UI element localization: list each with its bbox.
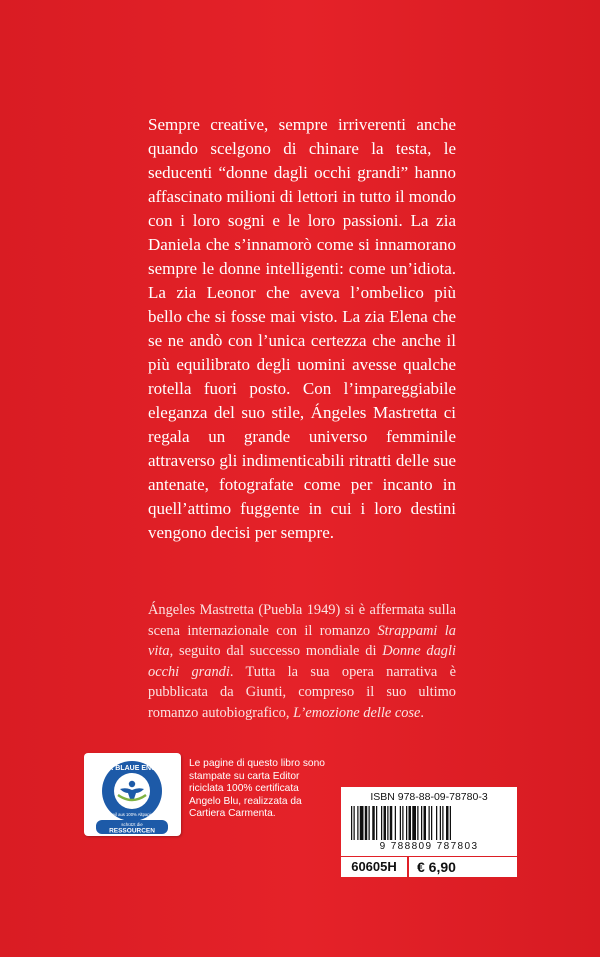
- product-code: 60605H: [341, 857, 409, 877]
- eco-label-bottom-small: schützt die: [121, 822, 143, 827]
- barcode-bar: [412, 806, 416, 840]
- barcode-bar: [421, 806, 422, 840]
- barcode-bar: [360, 806, 364, 840]
- barcode-bar: [369, 806, 370, 840]
- price-row: [341, 857, 517, 877]
- eco-label-bottom-big: RESSOURCEN: [109, 827, 155, 835]
- barcode-bar: [390, 806, 393, 840]
- book-blurb: Sempre creative, sempre irriverenti anche quando scelgono di chinare la testa, le seducenti “donne dagli occhi grandi” hanno affascinato milioni di lettori in tutto il mondo con i loro sogni e le loro passioni. La zia Daniela che s’innamorò come si innamorano sempre le donne intelligenti: come un’idiota. La zia Leonor che aveva l’ombelico più bello che si fosse mai visto. La zia Elena che se ne andò con l’unica certezza che anche il più equilibrato degli uomini avesse qualche rotella fuori posto. Con l’impareggiabile eleganza del suo stile, Ángeles Mastretta ci regala un grande universo femminile attraverso gli indimenticabili ritratti delle sue antenate, fotografate come per incanto in quell’attimo fuggente in cui i loro destini vengono decisi per sempre.: [148, 115, 457, 542]
- barcode-bar: [429, 806, 430, 840]
- barcode-bar: [376, 806, 377, 840]
- barcode-bar: [395, 806, 396, 840]
- barcode-bar: [384, 806, 387, 840]
- price: € 6,90: [417, 859, 456, 875]
- angel-head-icon: [129, 781, 135, 787]
- barcode-bar: [440, 806, 441, 840]
- author-bio: [148, 600, 456, 723]
- barcode-bar: [431, 806, 432, 840]
- barcode-bar: [436, 806, 437, 840]
- blue-angel-eco-label: [84, 753, 181, 836]
- barcode-bar: [372, 806, 375, 840]
- barcode-bar: [450, 806, 451, 840]
- eco-label-top-text: DER BLAUE ENGEL: [98, 765, 166, 772]
- barcode-bar: [442, 806, 443, 840]
- bio-title-3: L’emozione delle cose: [293, 704, 421, 721]
- barcode-bar: [406, 806, 407, 840]
- barcode-bars-icon: [349, 806, 509, 840]
- bio-text-1: Ángeles Mastretta (Puebla 1949) si è affermata sulla scena internazionale con il romanzo: [148, 602, 456, 639]
- bio-text-3: . Tutta la sua opera narrativa è pubblicata da Giunti, compreso il suo ultimo romanzo autobiografico,: [148, 663, 456, 721]
- barcode-bar: [402, 806, 403, 840]
- isbn-label: ISBN 978-88-09-78780-3: [370, 791, 488, 803]
- barcode-bar: [365, 806, 368, 840]
- barcode-bar: [400, 806, 401, 840]
- barcode-bar: [424, 806, 427, 840]
- bio-text-4: .: [420, 704, 425, 721]
- bio-title-2: Donne dagli occhi grandi: [148, 643, 456, 680]
- barcode-bar: [351, 806, 352, 840]
- barcode-bar: [354, 806, 355, 840]
- eco-label-middle-text: weil aus 100% Altpapier: [109, 812, 155, 817]
- barcode-bar: [381, 806, 382, 840]
- barcode-bar: [417, 806, 418, 840]
- paper-note: Le pagine di questo libro sono stampate su carta Editor riciclata 100% certificata Angelo Blu, realizzata da Cartiera Carmenta.: [189, 758, 325, 820]
- barcode-bar: [409, 806, 412, 840]
- barcode-bar: [357, 806, 358, 840]
- isbn-barcode: [341, 787, 517, 856]
- barcode-bar: [387, 806, 388, 840]
- bio-title-1: Strappami la vita: [148, 622, 456, 659]
- blue-angel-logo-icon: [84, 753, 181, 836]
- bio-text-2: , seguito dal successo mondiale di: [169, 643, 383, 659]
- barcode-bar: [446, 806, 449, 840]
- barcode-digits: 9 788809 787803: [379, 841, 479, 852]
